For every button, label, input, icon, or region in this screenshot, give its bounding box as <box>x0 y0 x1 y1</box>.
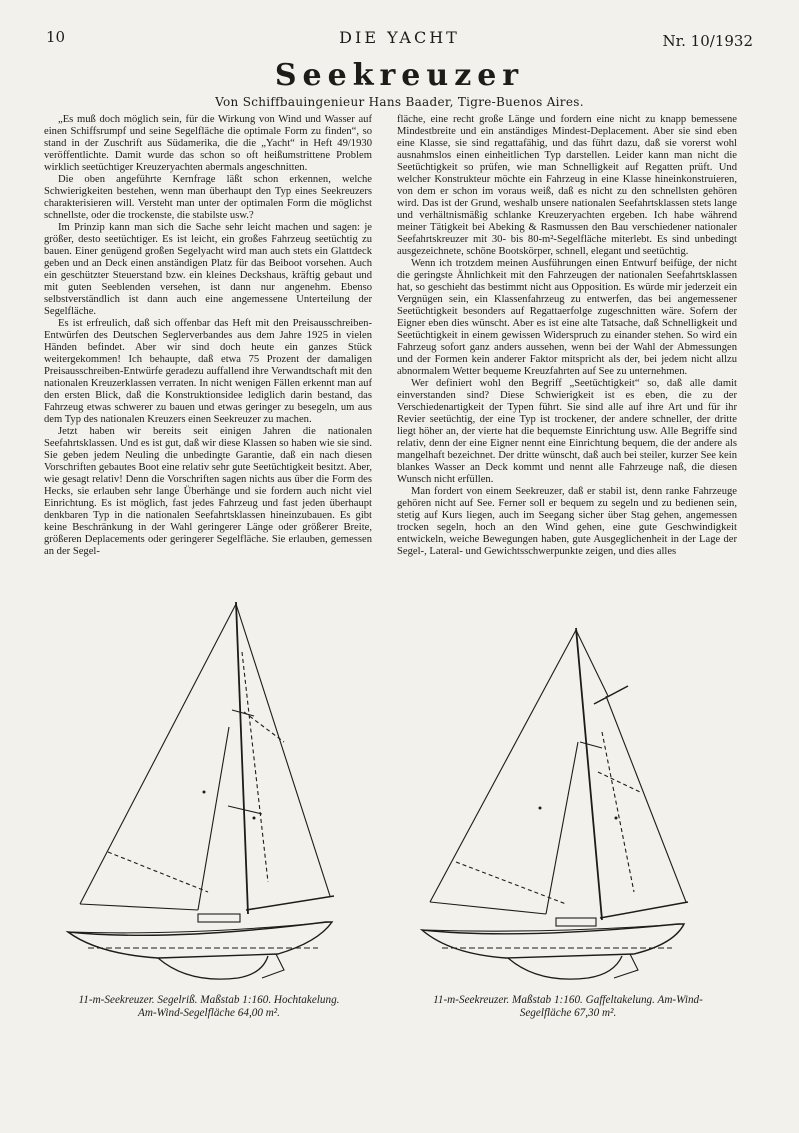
sail-center-marker <box>203 791 206 794</box>
paragraph: Wer definiert wohl den Begriff „Seetüchtigkeit“ so, daß alle damit einverstanden sind? Diese Schwierigkeit ist es eben, die zu der Verschiedenartigkeit der Typen führt. Sie sind alle auf ihre Art und für ihr Revier seetüchtig, der eine Typ ist trockener, der andere schneller, der dritte liegt höher an, der vierte hat die bequemste Einrichtung usw. Alle Begriffe sind relativ, denn der eine Eigner nennt eine Einrichtung bequem, die der andere als mangelhaft bezeichnet. Der dritte wünscht, daß auch bei steiler, kurzer See kein blankes Wasser an Deck kommt und nennt alle Fahrzeuge naß, die diesen Wunsch nicht erfüllen. <box>397 378 737 485</box>
figure-caption-right <box>398 994 738 1020</box>
sail-plan-bermuda-drawing <box>48 592 348 1000</box>
journal-name: DIE YACHT <box>339 28 460 47</box>
caption-line: Am-Wind-Segelfläche 64,00 m². <box>138 1007 280 1019</box>
issue-number: Nr. 10/1932 <box>662 32 753 50</box>
paragraph: Im Prinzip kann man sich die Sache sehr leicht machen und sagen: je größer, desto seetüchtiger. Es ist leicht, ein großes Fahrzeug seetüchtig zu bauen. Einer genügend großen Segelyacht wird man auch stets ein Glattdeck geben und an Deck einen anständigen Platz für das Beiboot vorsehen. Auch ein geschützter Steuerstand bzw. ein kleines Deckshaus, kräftig gebaut und mit guten Seeblenden versehen, ist dann nur angenehm. Ebenso selbstverständlich ist dann auch eine angemessene Unterteilung der Segelfläche. <box>44 222 372 317</box>
sail-center-marker <box>253 817 256 820</box>
article-title: Seekreuzer <box>274 58 525 93</box>
page-header <box>46 28 753 50</box>
figure-caption-left <box>44 994 374 1020</box>
text-column-right <box>397 114 737 626</box>
paragraph: Man fordert von einem Seekreuzer, daß er stabil ist, denn ranke Fahrzeuge gehören nicht auf See. Ferner soll er bequem zu segeln und zu bedienen sein, stetig auf Kurs liegen, auch im Seegang sicher über Stag gehen, angemessen trocken segeln, hoch an den Wind gehen, eine gute Geschwindigkeit entwickeln, weiche Bewegungen haben, gute Ausgeglichenheit in der Lage der Segel-, Lateral- und Gewichtsschwerpunkte zeigen, und dies alles <box>397 486 737 557</box>
caption-line: 11-m-Seekreuzer. Maßstab 1:160. Gaffeltakelung. Am-Wind- <box>433 994 703 1006</box>
paragraph: Wenn ich trotzdem meinen Ausführungen einen Entwurf beifüge, der nicht die geringste Ähnlichkeit mit den Fahrzeugen der nationalen Seefahrtsklassen hat, so geschieht das bestimmt nicht aus Opposition. Es würde mir jederzeit ein Vergnügen sein, ein Klassenfahrzeug zu entwerfen, das bei angemessener Seetüchtigkeit besonders auf Regattaerfolge zugeschnitten wäre. Sofern der Eigner eben dies wünscht. Aber es ist eine alte Tatsache, daß Schnelligkeit und Seetüchtigkeit in einem gewissen Widerspruch zu einander stehen. So wird ein Fahrzeug sofort ganz anders aussehen, wenn bei der Wahl der Abmessungen und der Formen kein anderer Faktor mitspricht als der, bei jedem nicht allzu abnormalem Wetter bequeme Kreuzfahrten auf See zu unternehmen. <box>397 258 737 377</box>
paragraph: Jetzt haben wir bereits seit einigen Jahren die nationalen Seefahrtsklassen. Und es ist gut, daß wir diese Klassen so haben wie sie sind. Sie geben jedem Neuling die unbedingte Garantie, daß ein nach diesen Vorschriften gebautes Boot eine relativ sehr gute Seetüchtigkeit besitzt. Aber, wie gesagt relativ! Denn die Vorschriften sagen nichts aus über die Form des Hecks, sie erlauben sehr lange Überhänge und sie fordern auch nicht viel Einrichtung. Es ist möglich, fast jedes Fahrzeug und fast jeden überhaupt denkbaren Typ in die nationalen Seefahrtsklassen hineinzubauen. Es gibt keine Beschränkung in der Wahl geringerer Länge oder größerer Breite, größeren Deplacements oder geringerer Segelfläche. Sie erlauben, gemessen an der Segel- <box>44 426 372 557</box>
paragraph: Die oben angeführte Kernfrage läßt schon erkennen, welche Schwierigkeiten bestehen, wenn man überhaupt den Typ eines Seekreuzers charakterisieren will. Versteht man unter der optimalen Form die möglichst schnellste, oder die trockenste, die stabilste usw.? <box>44 174 372 221</box>
paragraph: „Es muß doch möglich sein, für die Wirkung von Wind und Wasser auf einen Schiffsrumpf und seine Segelfläche die optimale Form zu finden“, so stand in der Zuschrift aus Südamerika, die die „Yacht“ in Heft 49/1930 veröffentlichte. Damit wurde das schon so oft heißumstrittene Problem wirklich seetüchtiger Kreuzeryachten abermals angeschnitten. <box>44 114 372 173</box>
sail-center-marker <box>615 817 618 820</box>
page-number: 10 <box>46 28 66 46</box>
text-column-left <box>44 114 372 612</box>
paragraph: Es ist erfreulich, daß sich offenbar das Heft mit den Preisausschreiben-Entwürfen des Deutschen Seglerverbandes aus dem Jahre 1925 in vielen Händen befindet. Aber wir sind doch heute ein ganzes Stück weitergekommen! Ich behaupte, daß etwa 75 Prozent der damaligen Preisausschreiben-Entwürfe geradezu auffallend ihre Verwandtschaft mit den nationalen Kreuzerklassen verraten. In nicht wenigen Fällen erkennt man auf den ersten Blick, daß die Konstruktionsidee lediglich darin bestand, das Fahrzeug etwas schwerer zu bauen und etwas geringer zu besegeln, um aus dem Typ des nationalen Kreuzers einen Seekreuzer zu machen. <box>44 318 372 425</box>
sail-center-marker <box>539 807 542 810</box>
caption-line: Segelfläche 67,30 m². <box>519 1007 617 1019</box>
paragraph: fläche, eine recht große Länge und fordern eine nicht zu knapp bemessene Mindestbreite und ein anständiges Mindest-Deplacement. Aber sie sind eben eine Klasse, sie sind regattafähig, und das führt dazu, daß sie vorerst wohl ausnahmslos einen einheitlichen Typ darstellen. Leider kann man nicht die Seetüchtigkeit so prüfen, wie man Schnelligkeit auf Regatten prüft. Und welcher Konstrukteur möchte ein Fahrzeug in eine Klasse hineinkonstruieren, von dem er schon im voraus weiß, daß es nicht zu den schnellsten gehören wird. Das ist der Grund, weshalb unsere nationalen Seefahrtsklassen stets lange und verhältnismäßig schlanke Kreuzeryachten ergeben. Ich habe während meiner Tätigkeit bei Abeking & Rasmussen den Bau verschiedener nationaler Seefahrtskreuzer mit 30- bis 80-m²-Segelfläche miterlebt. Es sind unbedingt ausgezeichnete, schöne Bootskörper, schnell, elegant und seetüchtig. <box>397 114 737 257</box>
caption-line: 11-m-Seekreuzer. Segelriß. Maßstab 1:160. Hochtakelung. <box>78 994 340 1006</box>
sail-plan-gaff-drawing <box>416 622 706 1000</box>
article-byline: Von Schiffbauingenieur Hans Baader, Tigre-Buenos Aires. <box>215 95 584 109</box>
